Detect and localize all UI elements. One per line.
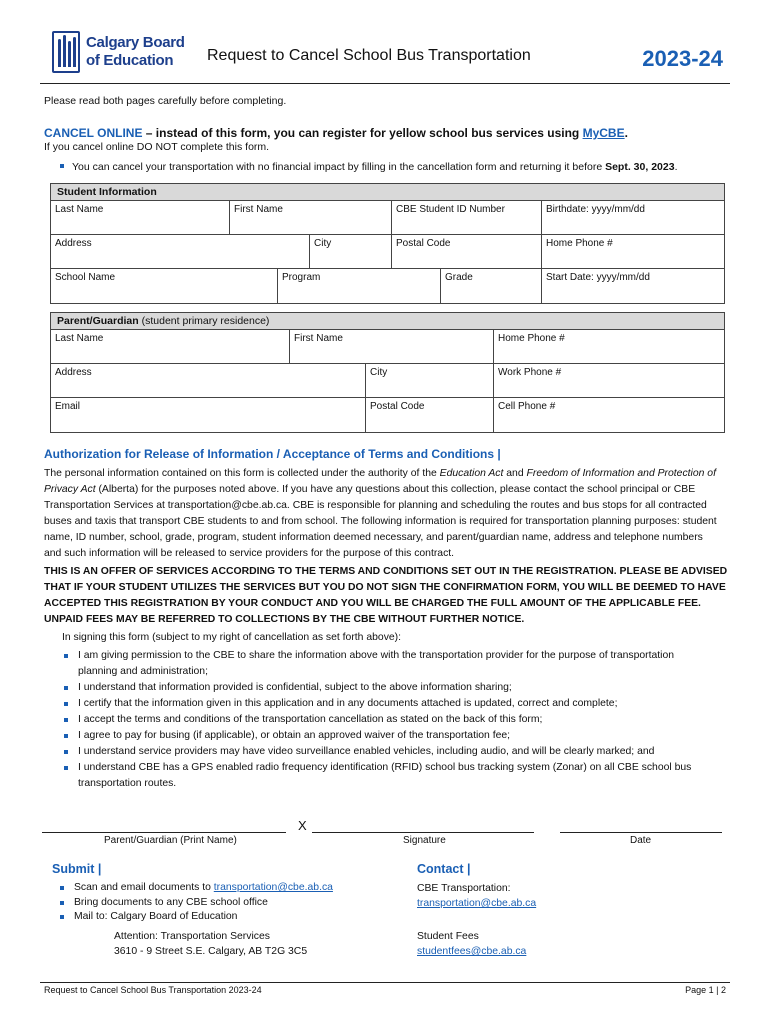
guardian-address-field[interactable]: Address xyxy=(55,367,92,378)
list-item: I am giving permission to the CBE to share the information above with the transportation provider for the purpose of transportation planning and administration; xyxy=(64,648,714,680)
contact-student-fees: Student Fees studentfees@cbe.ab.ca xyxy=(417,931,527,957)
student-birthdate-field[interactable]: Birthdate: yyyy/mm/dd xyxy=(541,201,724,234)
signature-line[interactable] xyxy=(312,832,534,833)
submit-list xyxy=(60,881,333,925)
guardian-row-1 xyxy=(51,330,724,364)
student-id-field[interactable]: CBE Student ID Number xyxy=(391,201,541,234)
student-information-heading: Student Information xyxy=(51,184,724,201)
student-city-field[interactable]: City xyxy=(309,235,391,268)
guardian-first-name-field[interactable]: First Name xyxy=(289,330,493,363)
cbe-logo xyxy=(52,30,192,74)
guardian-home-phone-field[interactable]: Home Phone # xyxy=(493,330,724,363)
list-item: I certify that the information given in this application and in any documents attached is updated, correct and complete; xyxy=(64,696,714,712)
list-item: Scan and email documents to transportation@cbe.ab.ca xyxy=(60,881,333,896)
guardian-last-name-field[interactable]: Last Name xyxy=(55,333,104,344)
student-information-table xyxy=(50,183,725,304)
student-row-2 xyxy=(51,235,724,269)
read-note: Please read both pages carefully before completing. xyxy=(44,95,287,107)
authorization-heading: Authorization for Release of Information / Acceptance of Terms and Conditions | xyxy=(44,447,501,461)
mailing-address: Attention: Transportation Services 3610 - 9 Street S.E. Calgary, AB T2G 3C5 xyxy=(114,931,308,957)
date-label: Date xyxy=(630,835,652,846)
transportation-email-link[interactable]: transportation@cbe.ab.ca xyxy=(213,882,333,893)
student-address-field[interactable]: Address xyxy=(55,238,92,249)
contact-transportation-email-link[interactable]: transportation@cbe.ab.ca xyxy=(417,898,537,909)
guardian-work-phone-field[interactable]: Work Phone # xyxy=(493,364,724,397)
logo-text: Calgary Board of Education xyxy=(86,34,185,69)
privacy-statement: The personal information contained on this form is collected under the authority of the Education Act and Freedom of Information and Protection of Privacy Act (Alberta) for the purposes noted above. If you have any questions about this collection, please contact the school principal or CBE Transportation Services at transportation@cbe.ab.ca. CBE is responsible for planning and scheduling the routes and bus stops for all contracted buses and taxis that transport CBE students to and from school. The following information is required for transportation planning purposes: student name, ID number, school, grade, program, student information deemed necessary, and parent/guardian name, address and telephone numbers and such information will be released to service providers for the purpose of this contract. xyxy=(44,468,717,560)
date-line[interactable] xyxy=(560,832,722,833)
cancel-deadline-bullet: You can cancel your transportation with no financial impact by filling in the cancellation form and returning it before Sept. 30, 2023. xyxy=(60,161,677,173)
student-first-name-field[interactable]: First Name xyxy=(229,201,391,234)
guardian-postal-code-field[interactable]: Postal Code xyxy=(365,398,493,432)
print-name-label: Parent/Guardian (Print Name) xyxy=(104,835,237,846)
list-item: Mail to: Calgary Board of Education xyxy=(60,910,333,925)
guardian-information-heading: Parent/Guardian (student primary residence) xyxy=(51,313,724,330)
page-number: Page 1 | 2 xyxy=(685,985,726,995)
list-item: I accept the terms and conditions of the transportation cancellation as stated on the back of this form; xyxy=(64,712,714,728)
start-date-field[interactable]: Start Date: yyyy/mm/dd xyxy=(541,269,724,303)
guardian-email-field[interactable]: Email xyxy=(55,401,81,412)
guardian-city-field[interactable]: City xyxy=(365,364,493,397)
print-name-line[interactable] xyxy=(42,832,286,833)
grade-field[interactable]: Grade xyxy=(440,269,541,303)
student-row-1 xyxy=(51,201,724,235)
signature-x-mark: X xyxy=(298,818,307,833)
student-last-name-field[interactable]: Last Name xyxy=(55,204,104,215)
program-field[interactable]: Program xyxy=(277,269,440,303)
school-name-field[interactable]: School Name xyxy=(55,272,116,283)
student-fees-email-link[interactable]: studentfees@cbe.ab.ca xyxy=(417,946,527,957)
list-item: I understand CBE has a GPS enabled radio frequency identification (RFID) school bus tracking system (Zonar) on all CBE school bus transportation routes. xyxy=(64,760,714,792)
cancel-online-note: If you cancel online DO NOT complete this form. xyxy=(44,141,270,153)
contact-heading: Contact | xyxy=(417,862,471,876)
footer-title: Request to Cancel School Bus Transportation 2023-24 xyxy=(44,985,262,995)
student-home-phone-field[interactable]: Home Phone # xyxy=(541,235,724,268)
cancel-online-line: CANCEL ONLINE – instead of this form, you can register for yellow school bus services using MyCBE. xyxy=(44,126,628,140)
submit-heading: Submit | xyxy=(52,862,102,876)
offer-of-services-notice: THIS IS AN OFFER OF SERVICES ACCORDING TO THE TERMS AND CONDITIONS SET OUT IN THE REGISTRATION. PLEASE BE ADVISED THAT IF YOUR STUDENT UTILIZES THE SERVICES BUT YOU DO NOT SIGN THE CONFIRMATION FORM, YOU WILL BE DEEMED TO HAVE ACCEPTED THIS REGISTRATION BY YOUR CONDUCT AND YOU WILL BE CHARGED THE FULL AMOUNT OF THE APPLICABLE FEE. UNPAID FEES MAY BE REFERRED TO COLLECTIONS BY THE CBE WITHOUT FURTHER NOTICE. xyxy=(44,566,728,626)
contact-transportation: CBE Transportation: transportation@cbe.ab.ca xyxy=(417,883,537,909)
guardian-cell-phone-field[interactable]: Cell Phone # xyxy=(493,398,724,432)
terms-list xyxy=(64,648,714,792)
guardian-information-table xyxy=(50,312,725,433)
mycbe-link[interactable]: MyCBE xyxy=(582,126,625,140)
student-row-3 xyxy=(51,269,724,303)
student-postal-code-field[interactable]: Postal Code xyxy=(391,235,541,268)
footer-divider xyxy=(40,982,730,983)
list-item: I understand that information provided is confidential, subject to the above information sharing; xyxy=(64,680,714,696)
list-item: I understand service providers may have video surveillance enabled vehicles, including audio, and will be clearly marked; and xyxy=(64,744,714,760)
people-icon xyxy=(52,31,80,73)
document-title: Request to Cancel School Bus Transportation xyxy=(207,47,531,64)
school-year: 2023-24 xyxy=(642,46,723,71)
signing-intro: In signing this form (subject to my right of cancellation as set forth above): xyxy=(62,632,402,643)
header-divider xyxy=(40,83,730,84)
bullet-icon xyxy=(60,164,64,168)
signature-label: Signature xyxy=(403,835,446,846)
guardian-row-2 xyxy=(51,364,724,398)
guardian-row-3 xyxy=(51,398,724,432)
list-item: I agree to pay for busing (if applicable), or obtain an approved waiver of the transportation fee; xyxy=(64,728,714,744)
list-item: Bring documents to any CBE school office xyxy=(60,896,333,911)
